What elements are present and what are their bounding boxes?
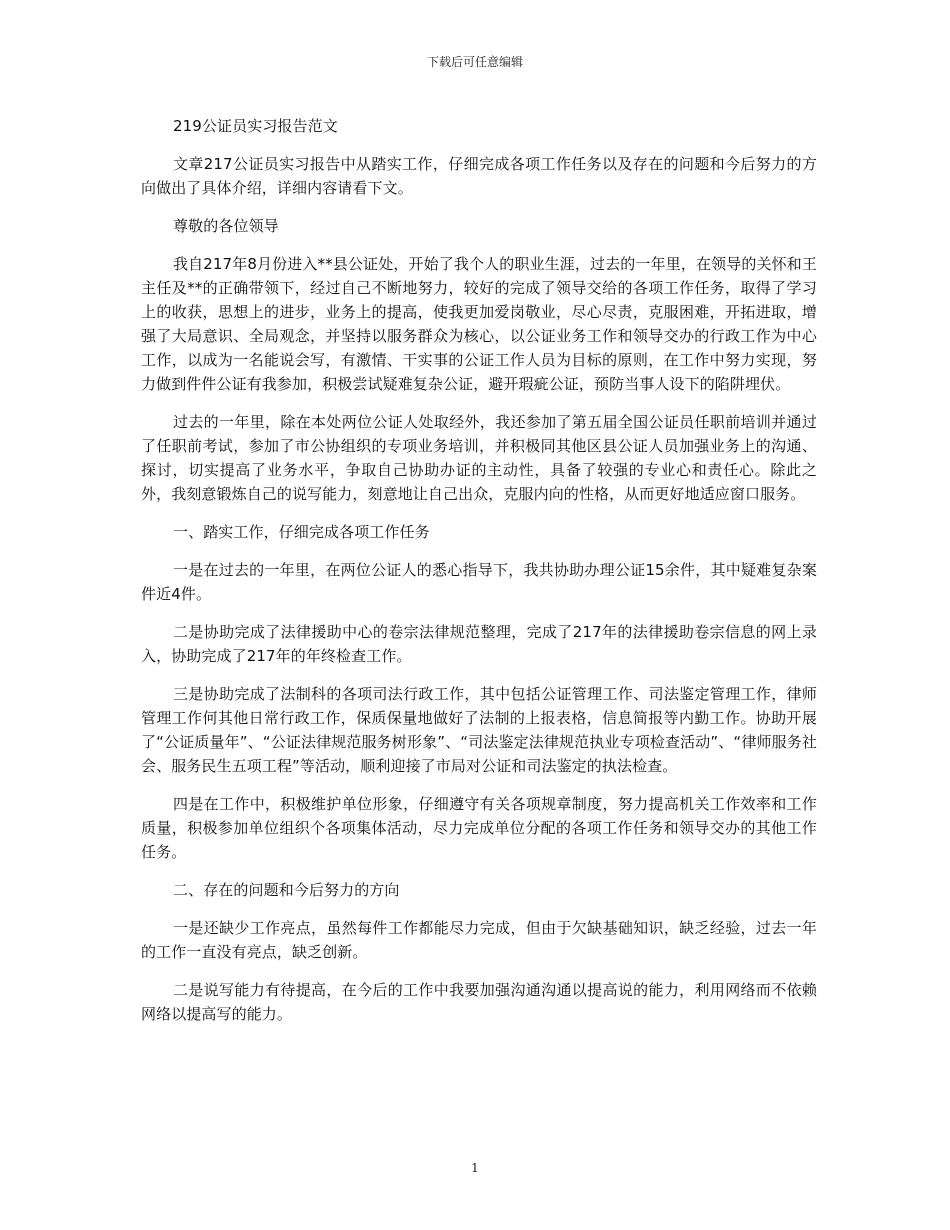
section-heading: 二、存在的问题和今后努力的方向 xyxy=(173,881,400,899)
list-paragraph: 四是在工作中，积极维护单位形象，仔细遵守有关各项规章制度，努力提高机关工作效率和工作质量，积极参加单位组织个各项集体活动，尽力完成单位分配的各项工作任务和领导交办的其他工作任务。 xyxy=(141,795,817,861)
page-header-note: 下载后可任意编辑 xyxy=(426,55,523,69)
body-paragraph: 过去的一年里，除在本处两位公证人处取经外，我还参加了第五届全国公证员任职前培训并通过了任职前考试，参加了市公协组织的专项业务培训，并积极同其他区县公证人员加强业务上的沟通、探讨，切实提高了业务水平，争取自己协助办证的主动性，具备了较强的专业心和责任心。除此之外，我刻意锻炼自己的说写能力，刻意地让自己出众，克服内向的性格，从而更好地适应窗口服务。 xyxy=(141,413,817,503)
list-paragraph: 二是协助完成了法律援助中心的卷宗法律规范整理，完成了217年的法律援助卷宗信息的网上录入，协助完成了217年的年终检查工作。 xyxy=(141,623,817,665)
section-heading: 一、踏实工作，仔细完成各项工作任务 xyxy=(173,523,430,541)
document-body xyxy=(141,114,817,1040)
list-paragraph: 一是还缺少工作亮点，虽然每件工作都能尽力完成，但由于欠缺基础知识，缺乏经验，过去一年的工作一直没有亮点，缺乏创新。 xyxy=(141,919,817,961)
intro-paragraph: 文章217公证员实习报告中从踏实工作，仔细完成各项工作任务以及存在的问题和今后努力的方向做出了具体介绍，详细内容请看下文。 xyxy=(141,155,817,197)
list-paragraph: 二是说写能力有待提高，在今后的工作中我要加强沟通沟通以提高说的能力，利用网络而不依赖网络以提高写的能力。 xyxy=(141,981,817,1023)
salutation: 尊敬的各位领导 xyxy=(173,217,279,235)
page-number: 1 xyxy=(471,1161,479,1175)
body-paragraph: 我自217年8月份进入**县公证处，开始了我个人的职业生涯，过去的一年里，在领导的关怀和王主任及**的正确带领下，经过自己不断地努力，较好的完成了领导交给的各项工作任务，取得了学习上的收获，思想上的进步，业务上的提高，使我更加爱岗敬业，尽心尽责，克服困难，开拓进取，增强了大局意识、全局观念，并坚持以服务群众为核心，以公证业务工作和领导交办的行政工作为中心工作，以成为一名能说会写，有激情、干实事的公证工作人员为目标的原则，在工作中努力实现，努力做到件件公证有我参加，积极尝试疑难复杂公证，避开瑕疵公证，预防当事人设下的陷阱埋伏。 xyxy=(141,255,817,393)
list-paragraph: 三是协助完成了法制科的各项司法行政工作，其中包括公证管理工作、司法鉴定管理工作，律师管理工作何其他日常行政工作，保质保量地做好了法制的上报表格，信息简报等内勤工作。协助开展了“公证质量年”、“公证法律规范服务树形象”、“司法鉴定法律规范执业专项检查活动”、“律师服务社会、服务民生五项工程”等活动，顺利迎接了市局对公证和司法鉴定的执法检查。 xyxy=(141,685,817,775)
document-title: 219公证员实习报告范文 xyxy=(173,117,338,135)
list-paragraph: 一是在过去的一年里，在两位公证人的悉心指导下，我共协助办理公证15余件，其中疑难复杂案件近4件。 xyxy=(141,561,817,603)
